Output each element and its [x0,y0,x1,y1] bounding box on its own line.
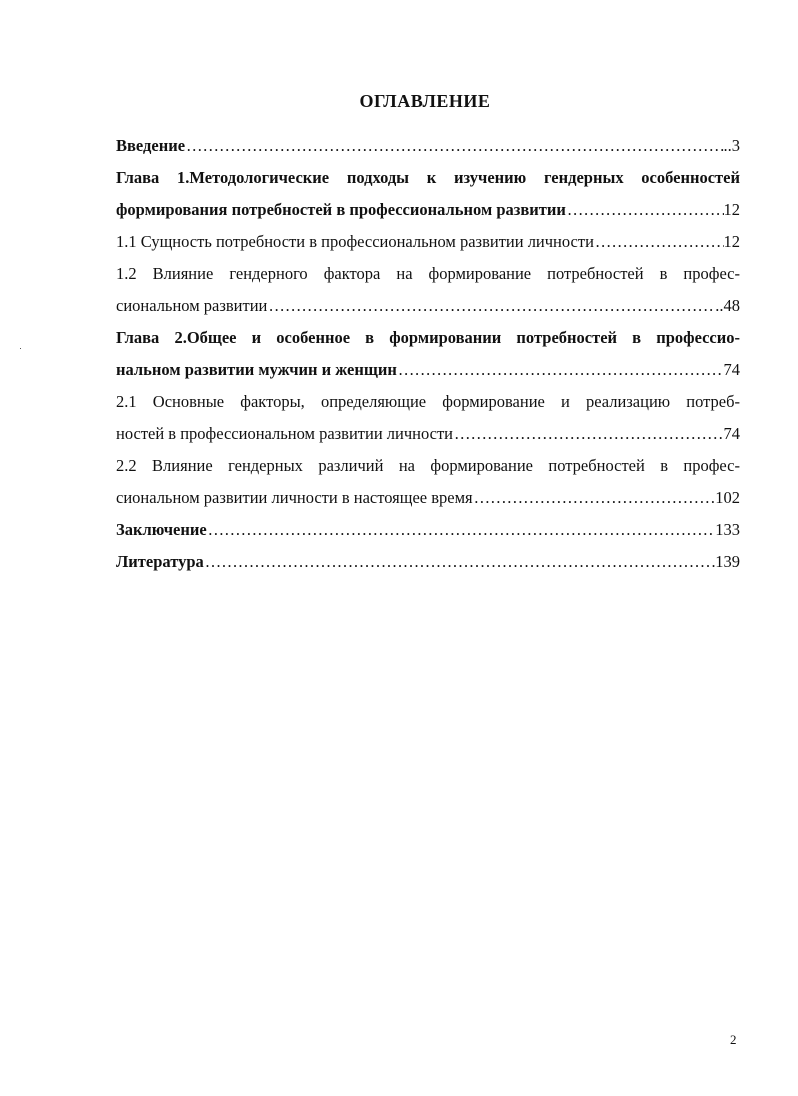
toc-entry-page: 102 [715,488,740,507]
toc-entry-page: 133 [715,520,740,539]
toc-leader-dots [185,130,723,162]
toc-entry-page: 139 [715,552,740,571]
toc-entry-title: Заключение [116,520,207,539]
toc-entry-title: формирования потребностей в профессиональном развитии [116,200,566,219]
toc-entry-title: нальном развитии мужчин и женщин [116,360,397,379]
toc-entry-title: Введение [116,136,186,155]
toc-leader-dots [594,226,724,258]
toc-leader-dots [267,290,715,322]
toc-entry-section-2-1-line1[interactable]: 2.1 Основные факторы, определяющие формирование и реализацию потреб- [116,392,740,411]
toc-entry-section-2-2[interactable] [116,482,740,514]
toc-entry-title: 1.1 Сущность потребности в профессиональном развитии личности [116,232,594,251]
toc-entry-section-1-2[interactable] [116,290,740,322]
toc-leader-dots [207,514,716,546]
toc-entry-conclusion[interactable] [116,514,740,546]
toc-entry-page: 74 [723,424,740,443]
toc-entry-chapter2[interactable] [116,354,740,386]
toc-entry-page: ..48 [715,296,740,315]
toc-entry-title: ностей в профессиональном развитии личности [116,424,454,443]
toc-entry-section-1-1[interactable] [116,226,740,258]
toc-entry-page: 74 [723,360,740,379]
toc-leader-dots [453,418,723,450]
toc-entry-section-2-1[interactable] [116,418,740,450]
toc-leader-dots [473,482,716,514]
toc-entry-chapter1-line1[interactable]: Глава 1.Методологические подходы к изучению гендерных особенностей [116,168,740,187]
toc-leader-dots [204,546,715,578]
toc-entry-title: сиональном развитии личности в настоящее время [116,488,473,507]
scan-speck [20,348,21,349]
toc-entry-section-2-2-line1[interactable]: 2.2 Влияние гендерных различий на формирование потребностей в профес- [116,456,740,475]
table-of-contents [116,130,740,578]
toc-entry-intro[interactable] [116,130,740,162]
toc-entry-literature[interactable] [116,546,740,578]
toc-entry-section-1-2-line1[interactable]: 1.2 Влияние гендерного фактора на формирование потребностей в профес- [116,264,740,283]
toc-entry-chapter2-line1[interactable]: Глава 2.Общее и особенное в формировании потребностей в профессио- [116,328,740,347]
page-number: 2 [730,1032,737,1047]
toc-leader-dots [397,354,724,386]
toc-entry-page: 12 [723,232,740,251]
toc-leader-dots [566,194,724,226]
toc-heading: ОГЛАВЛЕНИЕ [359,91,491,111]
toc-entry-title: сиональном развитии [116,296,268,315]
toc-entry-page: ..3 [723,136,740,155]
toc-entry-title: Литература [116,552,204,571]
toc-entry-chapter1[interactable] [116,194,740,226]
toc-entry-page: 12 [723,200,740,219]
